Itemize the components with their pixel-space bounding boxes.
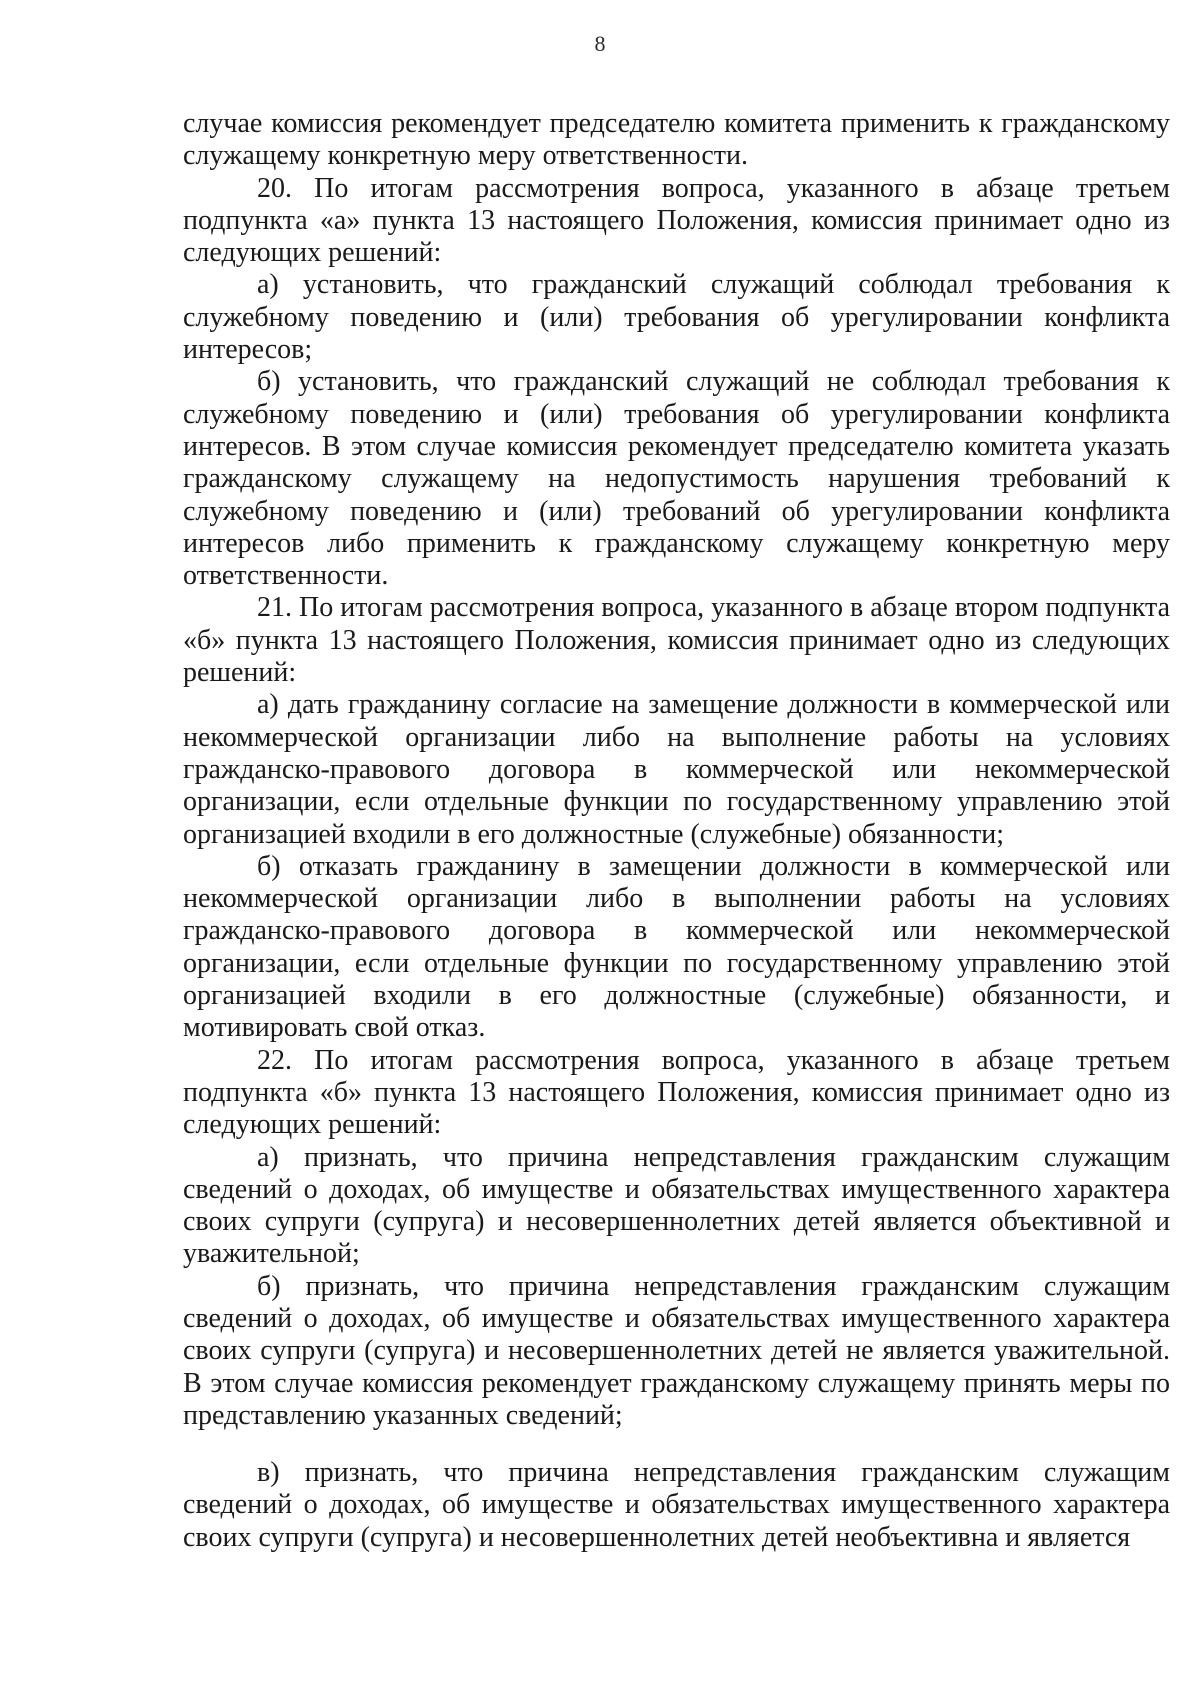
paragraph-item-22: 22. По итогам рассмотрения вопроса, указанного в абзаце третьем подпункта «б» пункта 13 настоящего Положения, комиссия принимает одно из следующих решений:	[183, 1044, 1170, 1141]
paragraph-item-21-a: а) дать гражданину согласие на замещение должности в коммерческой или некоммерческой организации либо на выполнение работы на условиях гражданско-правового договора в коммерческой или некоммерческой организации, если отдельные функции по государственному управлению этой организацией входили в его должностные (служебные) обязанности;	[183, 689, 1170, 850]
page-number: 8	[594, 31, 606, 56]
paragraph-item-21-b: б) отказать гражданину в замещении должности в коммерческой или некоммерческой организации либо в выполнении работы на условиях гражданско-правового договора в коммерческой или некоммерческой организации, если отдельные функции по государственному управлению этой организацией входили в его должностные (служебные) обязанности, и мотивировать свой отказ.	[183, 850, 1170, 1044]
paragraph-item-21: 21. По итогам рассмотрения вопроса, указанного в абзаце втором подпункта «б» пункта 13 настоящего Положения, комиссия принимает одно из следующих решений:	[183, 592, 1170, 689]
paragraph-item-22-v: в) признать, что причина непредставления гражданским служащим сведений о доходах, об имуществе и обязательствах имущественного характера своих супруги (супруга) и несовершеннолетних детей необъективна и является	[183, 1457, 1170, 1553]
paragraph-item-20: 20. По итогам рассмотрения вопроса, указанного в абзаце третьем подпункта «а» пункта 13 настоящего Положения, комиссия принимает одно из следующих решений:	[183, 172, 1170, 269]
paragraph-item-22-a: а) признать, что причина непредставления гражданским служащим сведений о доходах, об имуществе и обязательствах имущественного характера своих супруги (супруга) и несовершеннолетних детей является объективной и уважительной;	[183, 1141, 1170, 1270]
paragraph-continuation: случае комиссия рекомендует председателю комитета применить к гражданскому служащему конкретную меру ответственности.	[183, 108, 1170, 172]
document-body	[183, 108, 1170, 1554]
paragraph-item-22-b: б) признать, что причина непредставления гражданским служащим сведений о доходах, об имуществе и обязательствах имущественного характера своих супруги (супруга) и несовершеннолетних детей не является уважительной. В этом случае комиссия рекомендует гражданскому служащему принять меры по представлению указанных сведений;	[183, 1270, 1170, 1431]
paragraph-item-20-b: б) установить, что гражданский служащий не соблюдал требования к служебному поведению и (или) требования об урегулировании конфликта интересов. В этом случае комиссия рекомендует председателю комитета указать гражданскому служащему на недопустимость нарушения требований к служебному поведению и (или) требований об урегулировании конфликта интересов либо применить к гражданскому служащему конкретную меру ответственности.	[183, 366, 1170, 592]
paragraph-item-20-a: а) установить, что гражданский служащий соблюдал требования к служебному поведению и (или) требования об урегулировании конфликта интересов;	[183, 269, 1170, 366]
